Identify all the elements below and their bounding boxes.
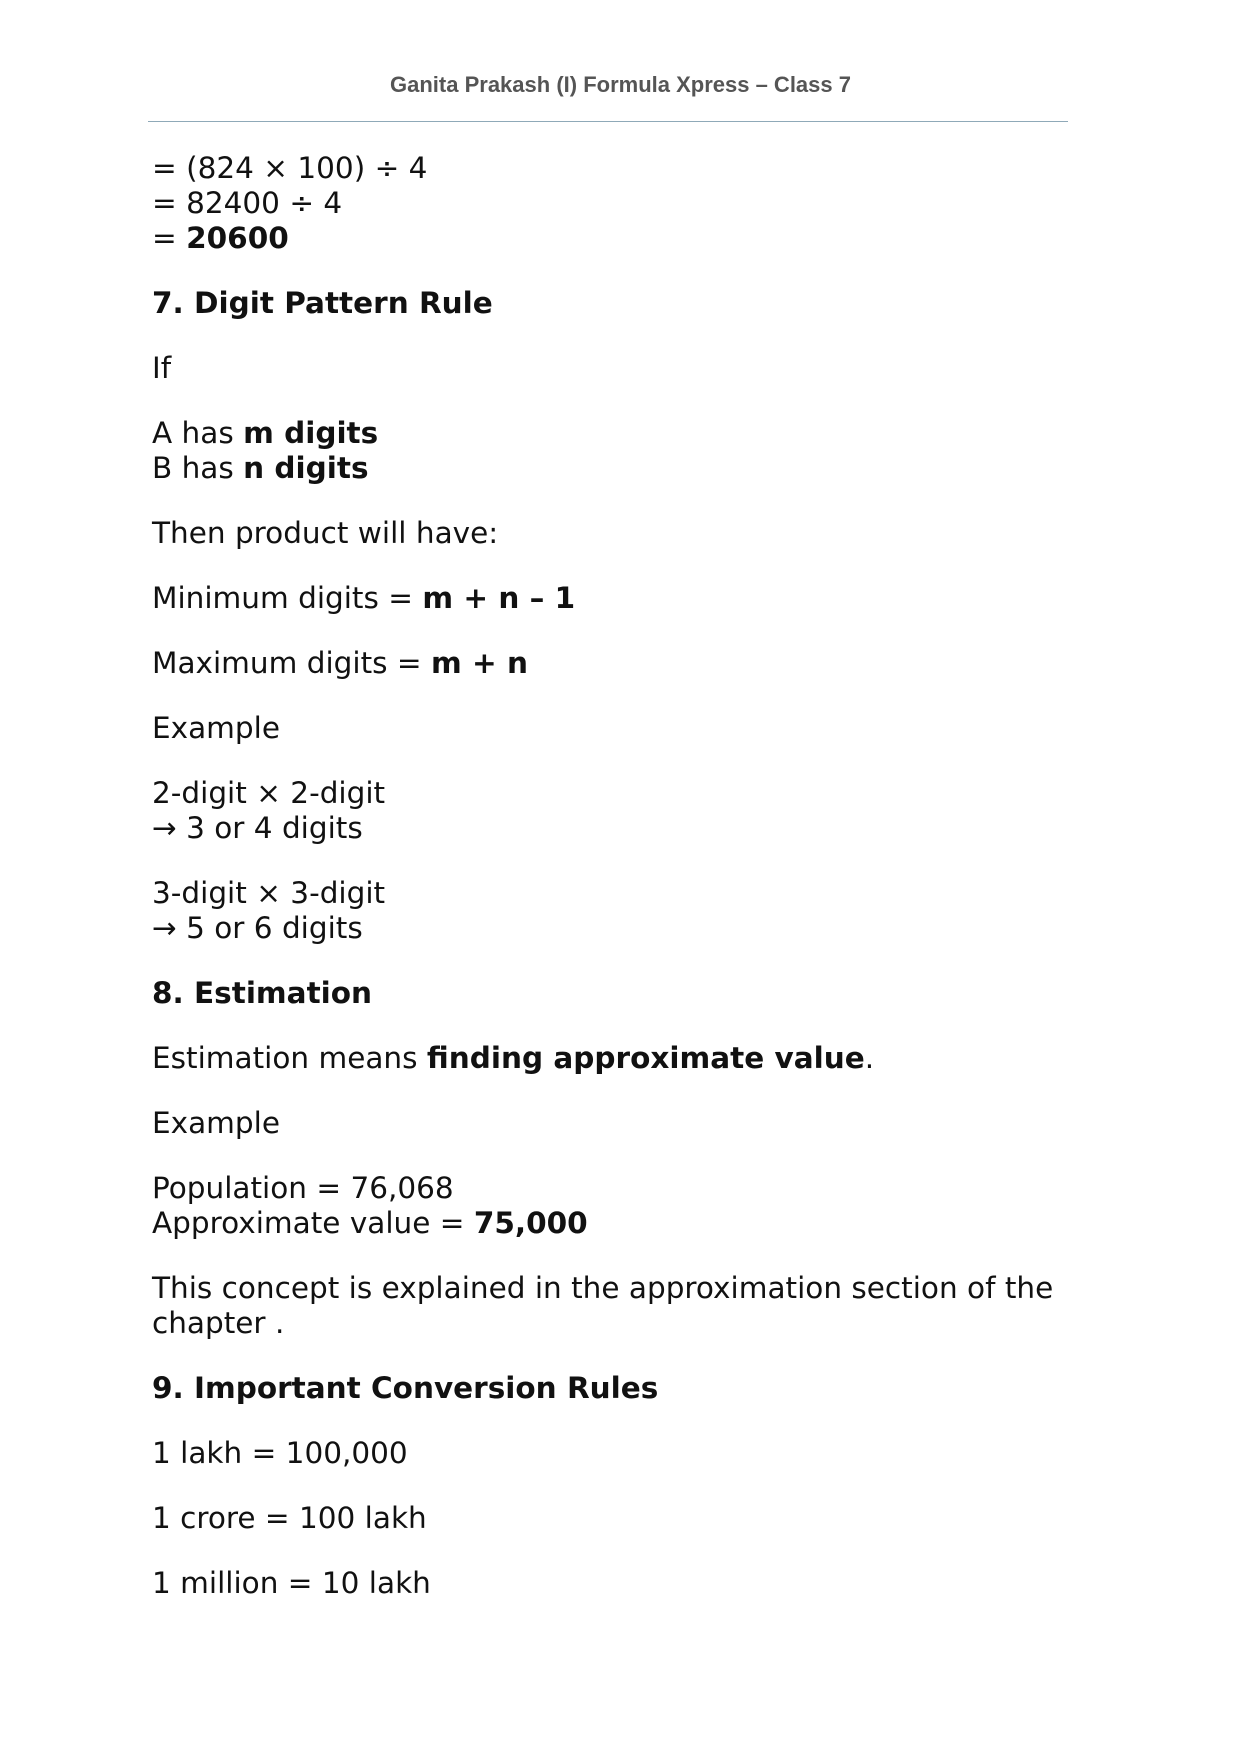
- section-7-example-label: Example: [152, 711, 280, 745]
- page-header-title: Ganita Prakash (I) Formula Xpress – Class 7: [390, 72, 851, 97]
- calculation-block: [152, 151, 1072, 256]
- minimum-digits-rule: [152, 581, 1072, 616]
- condition-a-bold: m digits: [243, 416, 379, 450]
- example-2-line-2: → 5 or 6 digits: [152, 911, 363, 945]
- example-2: [152, 876, 1072, 946]
- condition-b: [152, 451, 1072, 486]
- population-line: Population = 76,068: [152, 1171, 454, 1205]
- estimation-definition-prefix: Estimation means: [152, 1041, 427, 1075]
- condition-a-prefix: A has: [152, 416, 244, 450]
- section-7-then: Then product will have:: [152, 516, 499, 550]
- condition-b-prefix: B has: [152, 451, 244, 485]
- calc-line-3: [152, 221, 1072, 256]
- section-7-conditions: [152, 416, 1072, 486]
- section-7-heading: 7. Digit Pattern Rule: [152, 286, 493, 320]
- conversion-rule-million: 1 million = 10 lakh: [152, 1566, 431, 1600]
- conversion-rule-crore: 1 crore = 100 lakh: [152, 1501, 427, 1535]
- estimation-definition-bold: finding approximate value: [426, 1041, 865, 1075]
- maximum-digits-formula: m + n: [430, 646, 528, 680]
- maximum-digits-rule: [152, 646, 1072, 681]
- example-1-line-1: 2-digit × 2-digit: [152, 776, 386, 810]
- conversion-rule-lakh: 1 lakh = 100,000: [152, 1436, 408, 1470]
- section-8-heading: 8. Estimation: [152, 976, 373, 1010]
- approximate-value-prefix: Approximate value =: [152, 1206, 474, 1240]
- minimum-digits-prefix: Minimum digits =: [152, 581, 423, 615]
- section-7-if: If: [152, 351, 172, 385]
- example-1-line-2: → 3 or 4 digits: [152, 811, 363, 845]
- condition-b-bold: n digits: [243, 451, 369, 485]
- population-example: [152, 1171, 1072, 1241]
- calc-line-2: = 82400 ÷ 4: [152, 186, 343, 220]
- page-content: [152, 151, 1072, 1631]
- condition-a: [152, 416, 1072, 451]
- example-1: [152, 776, 1072, 846]
- section-8-example-label: Example: [152, 1106, 280, 1140]
- calc-line-1: = (824 × 100) ÷ 4: [152, 151, 428, 185]
- header-divider: [148, 121, 1068, 122]
- section-9-heading: 9. Important Conversion Rules: [152, 1371, 659, 1405]
- estimation-note: This concept is explained in the approximation section of the chapter .: [152, 1271, 1054, 1340]
- estimation-definition-suffix: .: [864, 1041, 875, 1075]
- approximate-value-line: [152, 1206, 1072, 1241]
- maximum-digits-prefix: Maximum digits =: [152, 646, 431, 680]
- example-2-line-1: 3-digit × 3-digit: [152, 876, 386, 910]
- approximate-value: 75,000: [473, 1206, 588, 1240]
- estimation-definition: [152, 1041, 1072, 1076]
- minimum-digits-formula: m + n – 1: [422, 581, 576, 615]
- calc-line-3-prefix: =: [152, 221, 187, 255]
- calc-result: 20600: [186, 221, 289, 255]
